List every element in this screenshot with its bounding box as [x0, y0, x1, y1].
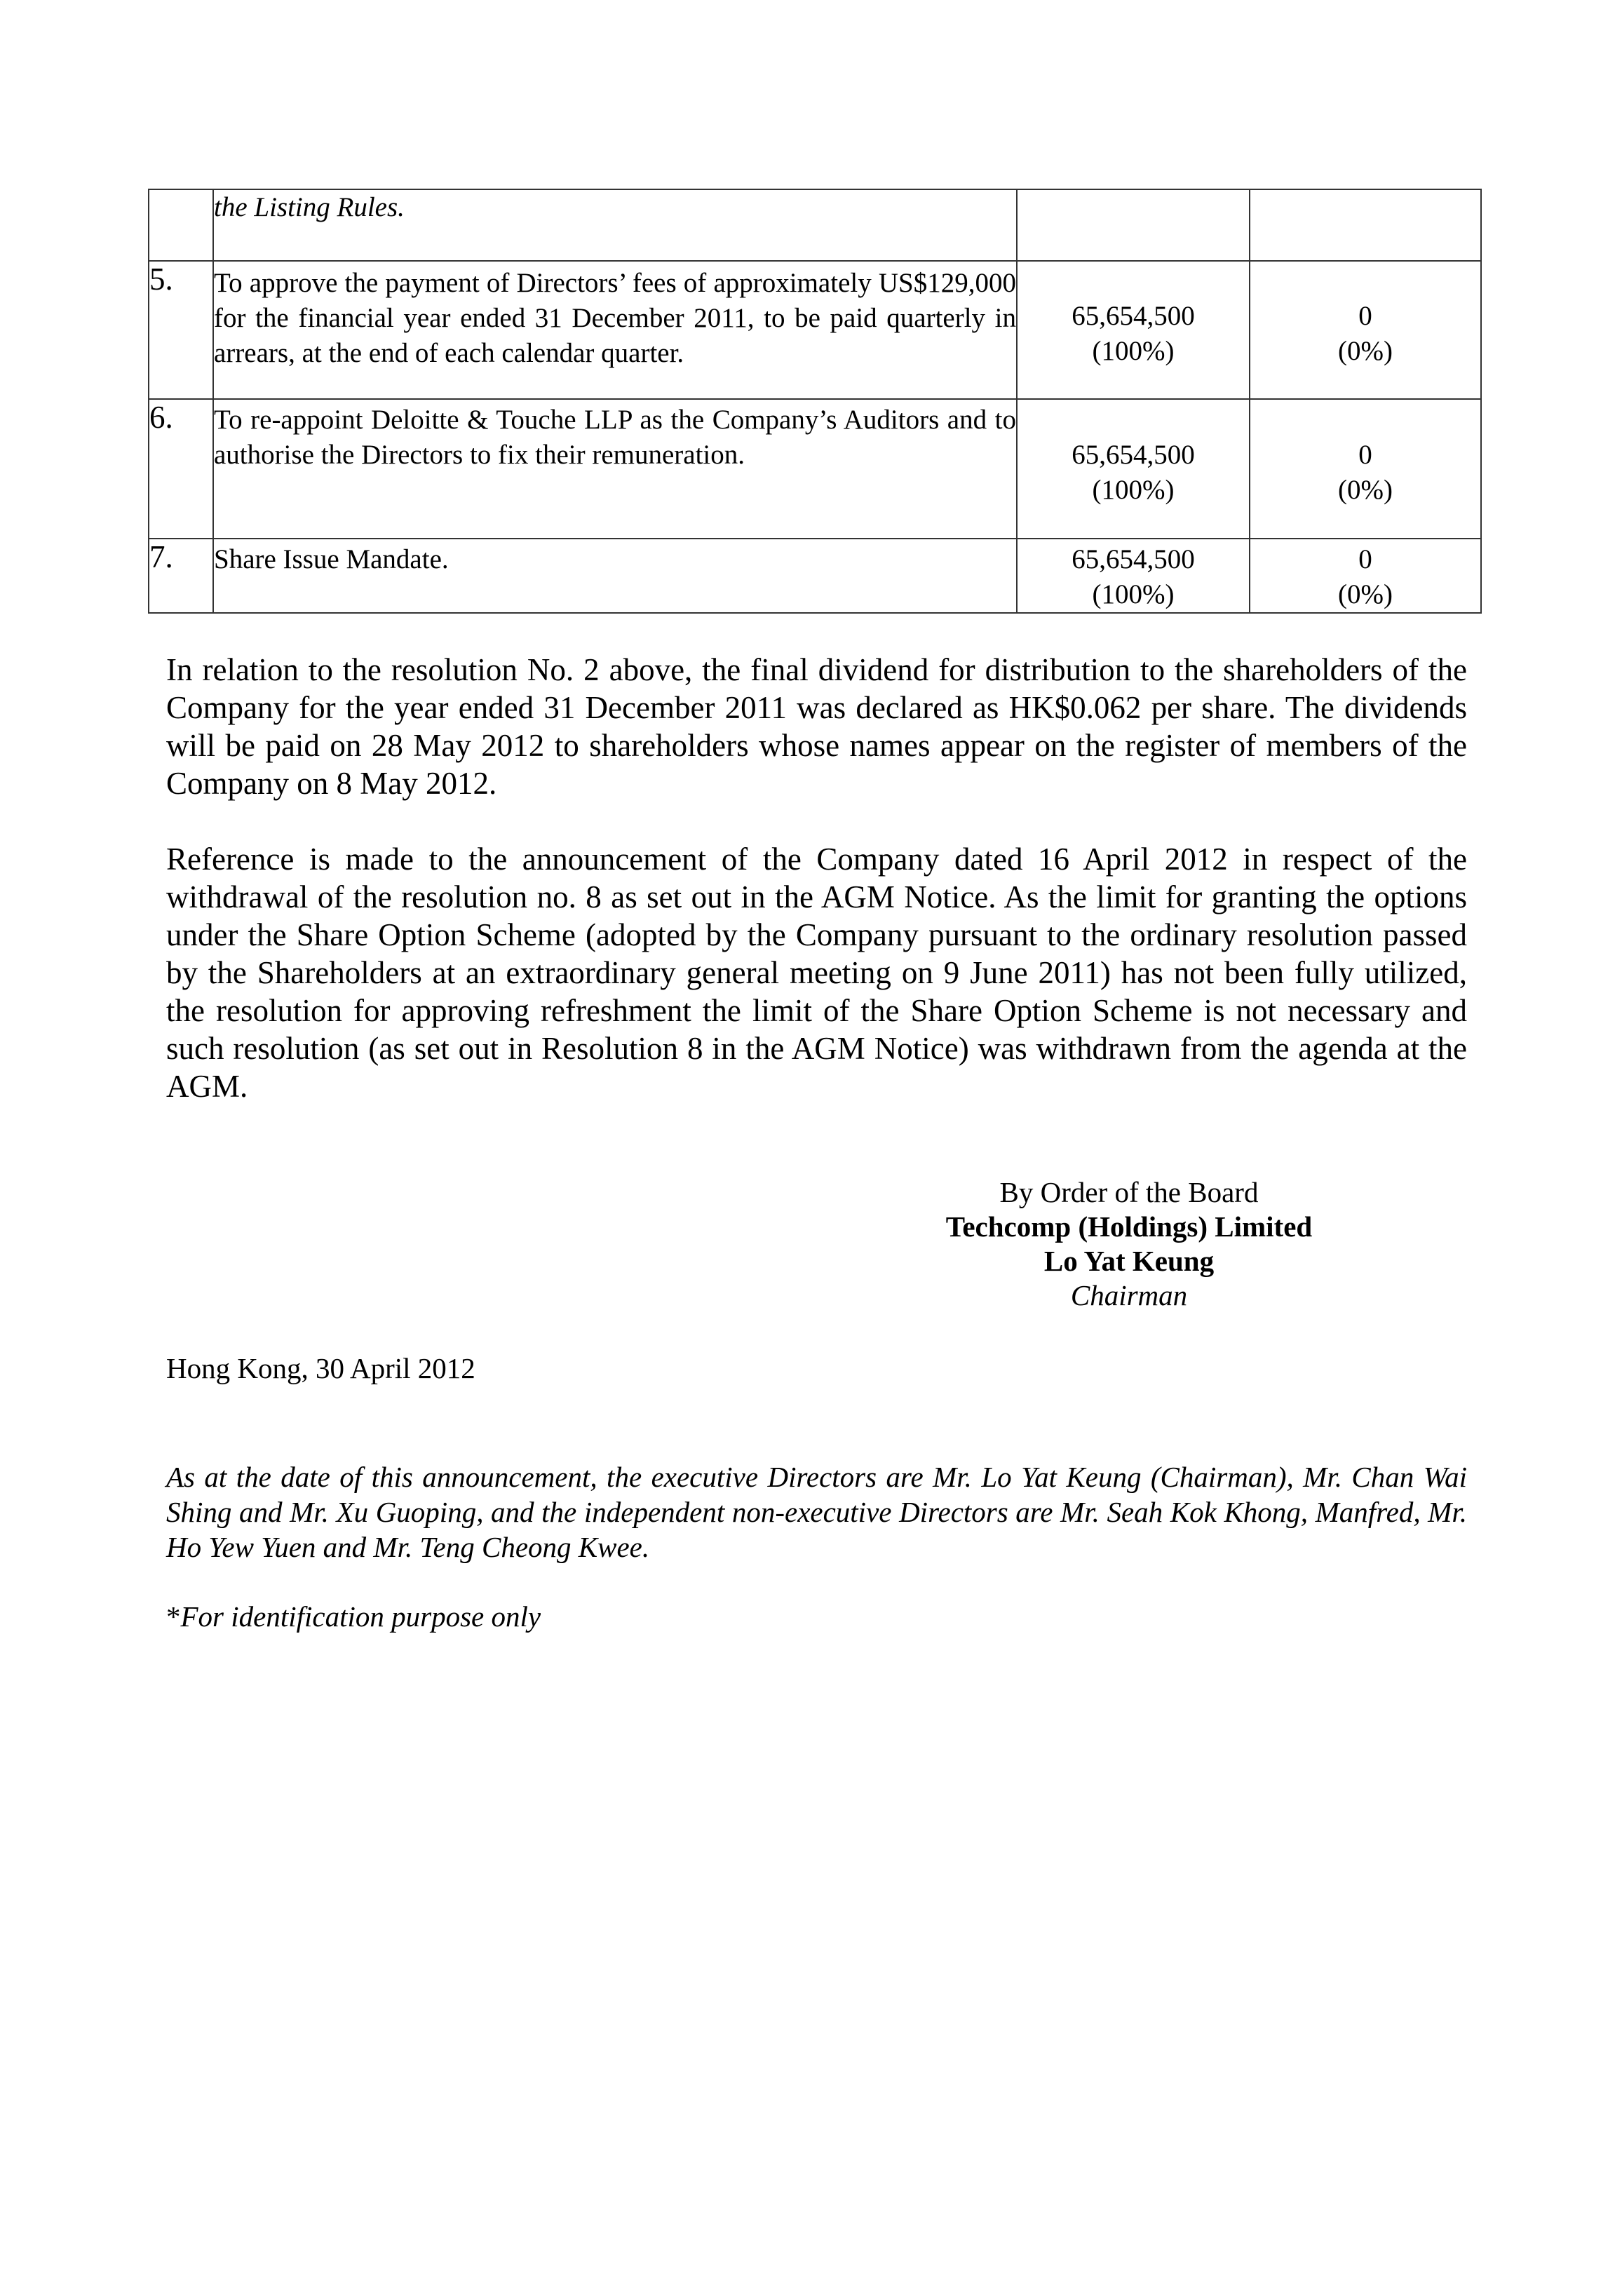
for-votes-cell — [1017, 261, 1250, 399]
for-votes: 65,654,500 — [1072, 440, 1195, 470]
resolution-text: To approve the payment of Directors’ fees of approximately US$129,000 for the financial year ended 31 December 2011, to be paid quarterly in arrears, at the end of each calendar quarter. — [213, 261, 1017, 399]
resolution-text: Share Issue Mandate. — [213, 539, 1017, 613]
against-percentage: (0%) — [1338, 336, 1393, 366]
for-votes: 65,654,500 — [1072, 301, 1195, 331]
table-row-resolution-7 — [149, 539, 1481, 613]
signatory-name: Lo Yat Keung — [1043, 1245, 1215, 1277]
against-votes-cell — [1250, 261, 1481, 399]
for-votes-cell — [1017, 539, 1250, 613]
signature-order-line: By Order of the Board — [999, 1176, 1259, 1208]
dividend-paragraph: In relation to the resolution No. 2 above, the final dividend for distribution to the shareholders of the Company for the year ended 31 December 2011 was declared as HK$0.062 per share. The dividends will be paid on 28 May 2012 to shareholders whose names appear on the register of members of the Company on 8 May 2012. — [166, 652, 1467, 801]
against-votes-cell — [1250, 189, 1481, 261]
table-row-resolution-6 — [149, 399, 1481, 539]
resolution-number: 5. — [149, 261, 213, 399]
against-votes-cell — [1250, 399, 1481, 539]
company-name: Techcomp (Holdings) Limited — [945, 1210, 1313, 1243]
footnote — [166, 1599, 541, 1634]
table-row-continuation — [149, 189, 1481, 261]
against-votes-cell — [1250, 539, 1481, 613]
resolution-number-cell — [149, 189, 213, 261]
for-percentage: (100%) — [1092, 579, 1175, 609]
for-votes-cell — [1017, 399, 1250, 539]
against-votes: 0 — [1358, 440, 1372, 470]
against-votes: 0 — [1358, 544, 1372, 574]
signatory-title: Chairman — [1070, 1279, 1188, 1311]
resolution-number: 6. — [149, 399, 213, 539]
signature-block — [863, 1175, 1395, 1313]
withdrawal-paragraph: Reference is made to the announcement of the Company dated 16 April 2012 in respect of the withdrawal of the resolution no. 8 as set out in the AGM Notice. As the limit for granting the options under the Share Option Scheme (adopted by the Company pursuant to the ordinary resolution passed by the Shareholders at an extraordinary general meeting on 9 June 2011) has not been fully utilized, the resolution for approving refreshment the limit of the Share Option Scheme is not necessary and such resolution (as set out in Resolution 8 in the AGM Notice) was withdrawn from the agenda at the AGM. — [166, 842, 1467, 1104]
against-percentage: (0%) — [1338, 579, 1393, 609]
footnote-text: For identification purpose only — [180, 1600, 541, 1633]
resolution-text: To re-appoint Deloitte & Touche LLP as the Company’s Auditors and to authorise the Directors to fix their remuneration. — [213, 399, 1017, 539]
directors-note: As at the date of this announcement, the executive Directors are Mr. Lo Yat Keung (Chairman), Mr. Chan Wai Shing and Mr. Xu Guoping, and the independent non-executive Directors are Mr. Seah Kok Khong, Manfred, Mr. Ho Yew Yuen and Mr. Teng Cheong Kwee. — [166, 1461, 1467, 1563]
against-votes: 0 — [1358, 301, 1372, 331]
against-percentage: (0%) — [1338, 475, 1393, 505]
place-date: Hong Kong, 30 April 2012 — [166, 1352, 475, 1384]
for-percentage: (100%) — [1092, 336, 1175, 366]
table-row-resolution-5 — [149, 261, 1481, 399]
for-votes: 65,654,500 — [1072, 544, 1195, 574]
resolution-number: 7. — [149, 539, 213, 613]
resolutions-table — [148, 189, 1482, 614]
for-votes-cell — [1017, 189, 1250, 261]
for-percentage: (100%) — [1092, 475, 1175, 505]
resolution-text-cell: the Listing Rules. — [213, 189, 1017, 261]
footnote-mark: * — [166, 1600, 181, 1633]
